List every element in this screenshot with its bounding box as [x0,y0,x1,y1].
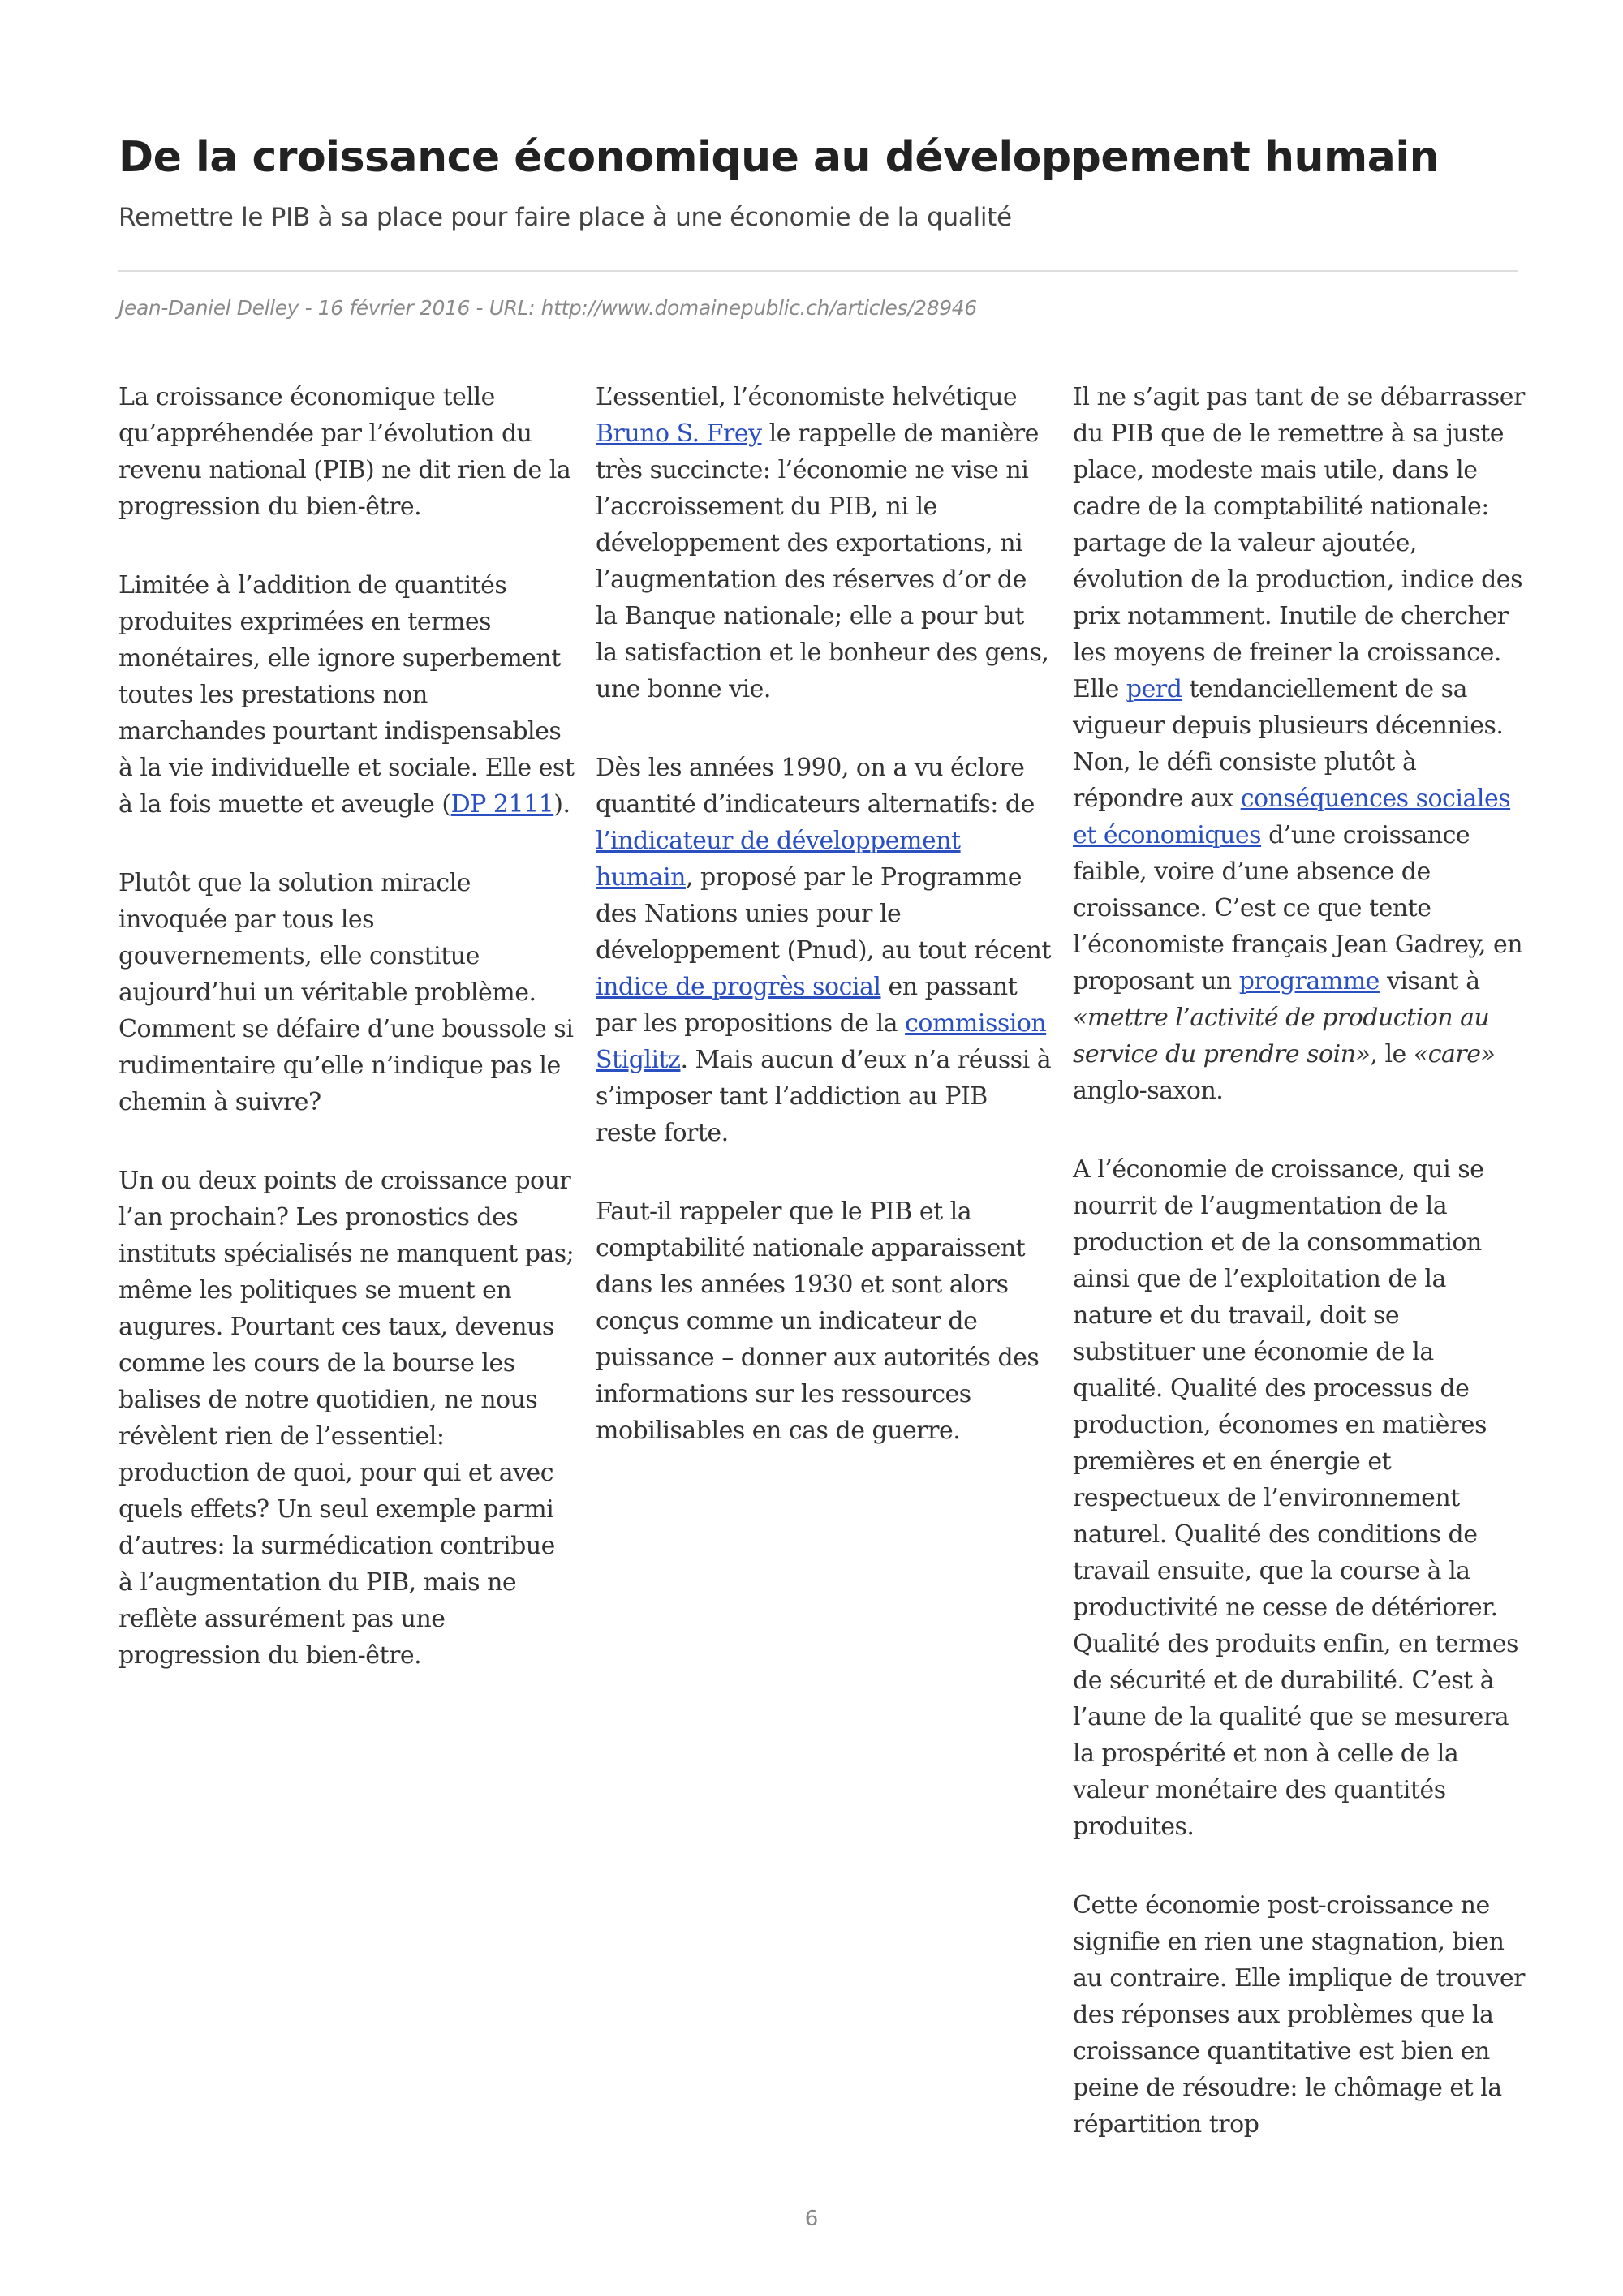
paragraph-5-text-b: le rappelle de manière très succincte: l’économie ne vise ni l’accroissement du PIB, ni le développement des exportations, ni l’augmentation des réserves d’or de la Banque nationale; elle a pour but la satisfaction et le bonheur des gens, une bonne vie. [596,419,1049,703]
article-subtitle: Remettre le PIB à sa place pour faire place à une économie de la qualité [118,203,1012,232]
paragraph-7: Faut-il rappeler que le PIB et la comptabilité nationale apparaissent dans les années 1930 et sont alors conçus comme un indicateur de puissance – donner aux autorités des informations sur les ressources mobilisables en cas de guerre. [596,1197,1040,1445]
article-meta: Jean-Daniel Delley - 16 février 2016 - URL: http://www.domainepublic.ch/articles/28946 [118,296,977,320]
paragraph-8-text-e: , le [1370,1040,1414,1068]
page-number: 6 [804,2207,819,2231]
header-divider [118,270,1518,272]
link-perd[interactable]: perd [1126,675,1182,703]
paragraph-8-text-f: anglo-saxon. [1073,1077,1224,1105]
paragraph-9: A l’économie de croissance, qui se nourrit de l’augmentation de la production et de la consommation ainsi que de l’exploitation de la nature et du travail, doit se substituer une économie de la qualité. Qualité des processus de production, économes en matières premières et en énergie et respectueux de l’environnement naturel. Qualité des conditions de travail ensuite, que la course à la productivité ne cesse de détériorer. Qualité des produits enfin, en termes de sécurité et de durabilité. C’est à l’aune de la qualité que se mesurera la prospérité et non à celle de la valeur monétaire des quantités produites. [1073,1155,1518,1841]
quote-mettre-activite: «mettre l’activité de production au service du prendre soin» [1073,1004,1490,1068]
paragraph-8-text-c: d’une croissance faible, voire d’une absence de croissance. C’est ce que tente l’économiste français Jean Gadrey, en proposant un [1073,821,1523,995]
paragraph-2-text-a: Limitée à l’addition de quantités produites exprimées en termes monétaires, elle ignore superbement toutes les prestations non marchandes pourtant indispensables à la vie individuelle et sociale. Elle est à la fois muette et aveugle ( [118,571,575,819]
paragraph-8-text-a: Il ne s’agit pas tant de se débarrasser du PIB que de le remettre à sa juste place, modeste mais utile, dans le cadre de la comptabilité nationale: partage de la valeur ajoutée, évolution de la production, indice des prix notamment. Inutile de chercher les moyens de freiner la croissance. Elle [1073,383,1525,703]
paragraph-8-text-d: visant à [1379,967,1480,995]
link-bruno-s-frey[interactable]: Bruno S. Frey [596,419,762,448]
paragraph-6-text-a: Dès les années 1990, on a vu éclore quantité d’indicateurs alternatifs: de [596,754,1035,819]
paragraph-8-text-b: tendanciellement de sa vigueur depuis plusieurs décennies. Non, le défi consiste plutôt à répondre aux [1073,675,1504,813]
paragraph-6-text-d: . Mais aucun d’eux n’a réussi à s’imposer tant l’addiction au PIB reste forte. [596,1046,1052,1147]
paragraph-3: Plutôt que la solution miracle invoquée par tous les gouvernements, elle constitue aujourd’hui un véritable problème. Comment se défaire d’une boussole si rudimentaire qu’elle n’indique pas le chemin à suivre? [118,869,574,1116]
link-dp-2111[interactable]: DP 2111 [450,790,554,819]
paragraph-5-part-1 [596,379,1052,707]
paragraph-4: Un ou deux points de croissance pour l’an prochain? Les pronostics des instituts spécialisés ne manquent pas; même les politiques se muent en augures. Pourtant ces taux, devenus comme les cours de la bourse les balises de notre quotidien, ne nous révèlent rien de l’essentiel: production de quoi, pour qui et avec quels effets? Un seul exemple parmi d’autres: la surmédication contribue à l’augmentation du PIB, mais ne reflète assurément pas une progression du bien-être. [118,1167,575,1670]
paragraph-5-text-a: L’essentiel, l’économiste helvétique [596,383,1018,411]
paragraph-1: La croissance économique telle qu’appréhendée par l’évolution du revenu national (PIB) ne dit rien de la progression du bien-être. [118,383,571,521]
link-indicateur-developpement-humain[interactable]: l’indicateur de développement humain [596,827,961,892]
link-programme[interactable]: programme [1238,967,1380,995]
quote-care: «care» [1413,1040,1496,1068]
paragraph-6-text-b: , proposé par le Programme des Nations unies pour le développement (Pnud), au tout récent [596,863,1051,965]
paragraph-6 [596,750,1052,1151]
link-consequences-sociales[interactable]: conséquences sociales et économiques [1073,785,1511,849]
paragraph-6-text-c: en passant par les propositions de la [596,973,1018,1038]
paragraph-2 [118,567,575,823]
text-column-1 [118,379,575,1716]
text-column-3 [1073,379,1527,2185]
article-title: De la croissance économique au développement humain [118,133,1440,182]
paragraph-2-text-b: ). [553,790,570,819]
text-column-2 [596,379,1052,1491]
paragraph-10: Cette économie post-croissance ne signifie en rien une stagnation, bien au contraire. Elle implique de trouver des réponses aux problèmes que la croissance quantitative est bien en peine de résoudre: le chômage et la répartition trop [1073,1891,1525,2139]
link-commission-stiglitz[interactable]: commission Stiglitz [596,1009,1047,1074]
link-indice-progres-social[interactable]: indice de progrès social [596,973,881,1001]
paragraph-8 [1073,379,1527,1109]
